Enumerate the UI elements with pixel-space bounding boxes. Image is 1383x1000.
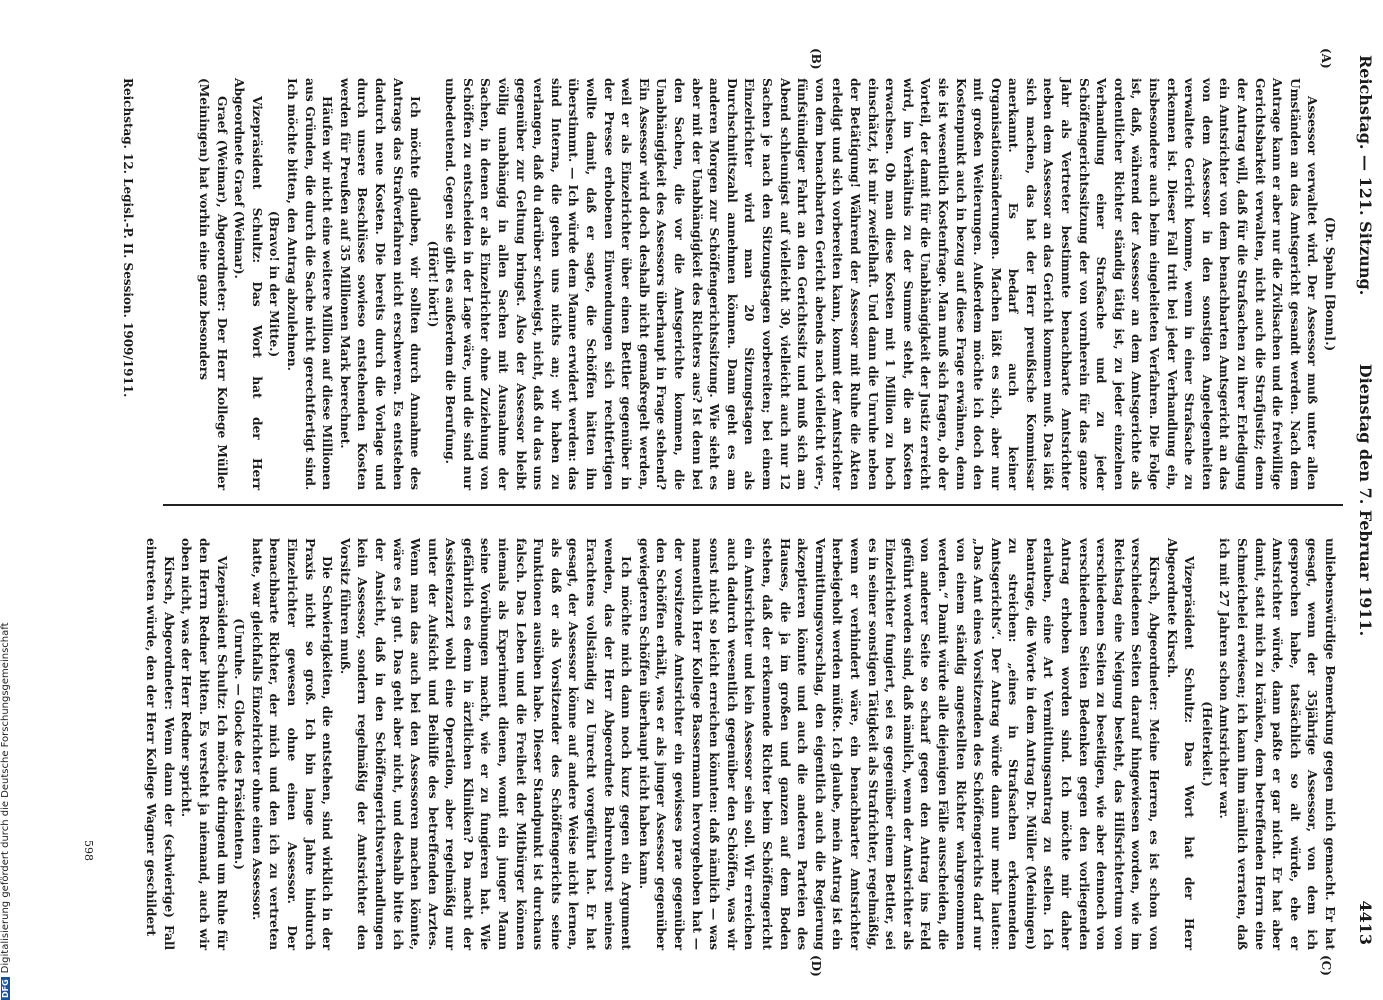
vice-president-remark: Vizepräsident Schultz: Das Wort hat der Herr Abgeordnete Kirsch. <box>1164 538 1198 950</box>
paragraph: unliebenswürdige Bemerkung gegen mich gemacht. Er hat gesagt, wenn der 35jährige Assessor, von dem ich gesprochen habe, tatsächlich so alt würde, ehe er Amtsrichter würde, dann paßte er gar nicht. Er hat aber damit, statt mich zu kränken, dem betreffenden Herrn eine Schmeichelei erwiesen; ich kann ihm nämlich verraten, daß ich mit 27 Jahren schon Amtsrichter war. <box>1217 538 1338 950</box>
header-date: Dienstag den 7. Februar 1911. <box>1356 363 1375 637</box>
scanned-page <box>50 0 1383 1000</box>
speech-start: Graef (Weimar), Abgeordneter: Der Herr Kollege Müller (Meiningen) hat vorhin eine ganz besonders <box>197 78 230 490</box>
reaction: (Bravo! in der Mitte.) <box>267 210 283 358</box>
header-left: Reichstag. — 121. Sitzung. <box>1356 55 1375 296</box>
left-column <box>195 78 1339 490</box>
header-page-number: 4413 <box>1356 900 1375 945</box>
footer-page-number: 598 <box>82 840 95 861</box>
digitization-credit <box>0 0 16 1000</box>
dfg-logo: DFG <box>1 979 10 998</box>
reaction: (Hört! hört!) <box>425 240 441 328</box>
reaction: (Heiterkeit.) <box>1199 701 1215 787</box>
paragraph: Assessor verwaltet wird. Der Assessor muß unter allen Umständen an das Amtsgericht gesandt werden. Nach dem Antrage kann er aber nur die Zivilsachen und die freiwillige Gerichtsbarkeit verwalten, nicht auch die Strafjustiz; denn der Antrag will, daß für die Strafsachen zu ihrer Erledigung ein Amtsrichter von dem benachbarten Amtsgericht an das von dem Assessor in den sonstigen Angelegenheiten verwaltete Gericht komme, wenn in einer Strafsache zu erkennen ist. Dieser Fall tritt bei jeder Verhandlung ein, insbesondere auch beim eingeleiteten Verfahren. Die Folge ist, daß, während der Assessor an dem Amtsgerichte als ordentlicher Richter ständig tätig ist, zu jeder einzelnen Verhandlung einer Strafsache und zu jeder Schöffengerichtssitzung der von vornherein für das ganze Jahr als Vertreter bestimmte benachbarte Amtsrichter neben dem Assessor an das Gericht kommen muß. Das läßt sich machen, das hat der Herr preußische Kommissar anerkannt. Es bedarf auch keiner Organisationsänderungen. Machen läßt es sich, aber nur mit großen Weiterungen. Außerdem möchte ich doch den Kostenpunkt auch in bezug auf diese Frage erwähnen, denn sie ist wesentlich Kostenfrage. Man muß sich fragen, ob der Vorteil, der damit für die Unabhängigkeit der Justiz erreicht wird, im Verhältnis zu der Summe steht, die an Kosten erwachsen. Ob man diese Kosten mit 1 Million zu hoch einschätzt, ist mir zweifelhaft. Und dann die Unruhe neben der Betätigung! Während der Assessor mit Ruhe die Akten erledigt und sich vorbereiten kann, kommt der Amtsrichter von dem benachbarten Gericht abends nach vielleicht vier-, fünfstündiger Fahrt an den Gerichtssitz und muß sich am Abend schleunigst auf vielleicht 30, vielleicht auch nur 12 Sachen je nach den Sitzungstagen vorbereiten; bei einem Einzelrichter wird man 20 Sitzungstagen als Durchschnittszahl annehmen können. Dann geht es am anderen Morgen zur Schöffengerichtssitzung. Wie sieht es aber mit der Unabhängigkeit des Richters aus? Ist denn bei den Sachen, die vor die Amtsgerichte kommen, die Unabhängigkeit des Assessors überhaupt in Frage stehend? Ein Assessor wird doch deshalb nicht gemaßregelt werden, weil er als Einzelrichter über einen Bettler gegenüber in der Presse erhobenen Einwendungen sich rechtfertigen wollte damit, daß er sagte, die Schöffen hätten ihn überstimmt. — Ich würde dem Manne erwidert werden: das sind Interna, die gehen uns nichts an; wir haben zu verlangen, daß du darüber schweigst, nicht, daß du das uns gegenüber zur Geltung bringst. Also der Assessor bleibt völlig unabhängig in allen Sachen mit Ausnahme der Sachen, in denen er als Einzelrichter ohne Zuziehung von Schöffen zu entscheiden in der Lage wäre, und die sind nur unbedeutend. Gegen sie gibt es außerdem die Berufung. <box>443 78 1321 490</box>
paragraph: Kirsch, Abgeordneter: Meine Herren, es ist schon von verschiedenen Seiten darauf hingewiesen worden, wie im Reichstag eine Neigung besteht, das Hilfsrichtertum von verschiedenen Seiten zu beseitigen, wie aber dennoch von verschiedenen Seiten Bedenken gegen den vorliegenden Antrag erhoben worden sind. Ich möchte mir daher erlauben, eine Art Vermittlungsantrag zu stellen. Ich beantrage, die Worte in dem Antrag Dr. Müller (Meiningen) zu streichen: „eines in Strafsachen erkennenden Amtsgerichts“. Der Antrag würde dann nur mehr lauten: „Das Amt eines Vorsitzenden des Schöffengerichts darf nur von einem ständig angestellten Richter wahrgenommen werden.“ Damit würde alle diejenigen Fälle ausscheiden, die von anderer Seite so scharf gegen den Antrag ins Feld geführt worden sind, daß nämlich, wenn der Amtsrichter als Einzelrichter fungiert, sei es gegenüber einem Bettler, sei es in seiner sonstigen Tätigkeit als Strafrichter, regelmäßig, wenn er verhindert wäre, ein benachbarter Amtsrichter herbeigeholt werden müßte. Ich glaube, mein Antrag ist ein Vermittlungsvorschlag, den eigentlich auch die Regierung akzeptieren könnte und auch die anderen Parteien des Hauses, die ja im großen und ganzen auf dem Boden stehen, daß der erkennende Richter beim Schöffengericht ein Amtsrichter und kein Assessor sein soll. Wir erreichen auch dadurch wesentlich gegenüber den Schöffen, was wir sonst nicht so leicht erreichen könnten: daß nämlich — was namentlich Herr Kollege Bassermann hervorgehoben hat — der vorsitzende Amtsrichter ein gewisses prae gegenüber den Schöffen erhält, was er als junger Assessor gegenüber gewiegteren Schöffen überhaupt nicht haben kann. <box>636 538 1163 950</box>
right-column <box>143 538 1339 950</box>
page-footer: Reichstag. 12. Legisl.-P. II. Session. 1909/1911. <box>121 78 135 398</box>
page-header <box>1349 55 1375 945</box>
margin-marker-b: (B) <box>809 48 823 70</box>
paragraph: Ich möchte mich dann noch kurz gegen ein Argument wenden, das der Herr Abgeordnete Bahrenhorst meines Erachtens vollständig zu Unrecht vorgeführt hat. Er hat gesagt, der Assessor könne auf andere Weise nicht lernen, als daß er als Vorsitzender des Schöffengerichts seine Funktionen ausüben habe. Dieser Standpunkt ist durchaus falsch. Das Leben und die Freiheit der Mitbürger können niemals als Experiment dienen, womit ein junger Mann seine Vorübungen macht, wie er zu fungieren hat. Wie gefährlich es denn in ärztlichen Kliniken? Da macht der Assistenzarzt wohl eine Operation, aber regelmäßig nur unter der Aufsicht und Beihilfe des betreffenden Arztes. Wenn man das auch bei den Assessoren machen könnte, wäre es ja gut. Das geht aber nicht, und deshalb bitte ich der Ansicht, daß in den Schöffengerichtsverhandlungen kein Assessor, sondern regelmäßig der Amtsrichter den Vorsitz führen muß. <box>337 538 635 950</box>
credit-text: Digitalisierung gefördert durch die Deutsche Forschungsgemeinschaft <box>0 622 11 974</box>
margin-marker-a: (A) <box>1319 48 1333 69</box>
margin-marker-d: (D) <box>809 955 823 977</box>
paragraph: Kirsch, Abgeordneter: Wenn dann der (schwierige) Fall eintreten würde, den der Herr Kollege Wagner geschildert <box>144 538 177 950</box>
speaker-reference: (Dr. Spahn [Bonn].) <box>1323 216 1338 352</box>
paragraph: Häufen wir nicht eine weitere Million auf diese Millionen aus Gründen, die durch die Sache nicht gerechtfertigt sind. Ich möchte bitten, den Antrag abzulehnen. <box>284 78 336 490</box>
reaction: (Unruhe. — Glocke des Präsidenten.) <box>232 618 248 870</box>
margin-marker-c: (C) <box>1319 955 1333 976</box>
vice-president-remark: Vizepräsident Schultz: Das Wort hat der Herr Abgeordnete Graef (Weimar). <box>232 78 265 490</box>
vice-president-remark: Vizepräsident Schultz: Ich möchte dringend um Ruhe für den Herrn Redner bitten. Es versteht ja niemand, auch wir oben nicht, was der Herr Redner spricht. <box>179 538 230 950</box>
paragraph: Die Schwierigkeiten, die entstehen, sind wirklich in der Praxis nicht so groß. Ich bin lange Jahre hindurch Einzelrichter gewesen ohne einen Assessor. Der benachbarte Richter, der mich und den ich zu vertreten hatte, war gleichfalls Einzelrichter ohne einen Assessor. <box>249 538 336 950</box>
column-divider <box>163 504 1343 506</box>
paragraph: Ich möchte glauben, wir sollten durch Annahme des Antrags das Strafverfahren nicht erschweren. Es entstehen dadurch neue Kosten. Die bereits durch die Vorlage und durch unsere Beschlüsse sowieso entstehenden Kosten werden für Preußen auf 35 Millionen Mark berechnet. <box>337 78 424 490</box>
